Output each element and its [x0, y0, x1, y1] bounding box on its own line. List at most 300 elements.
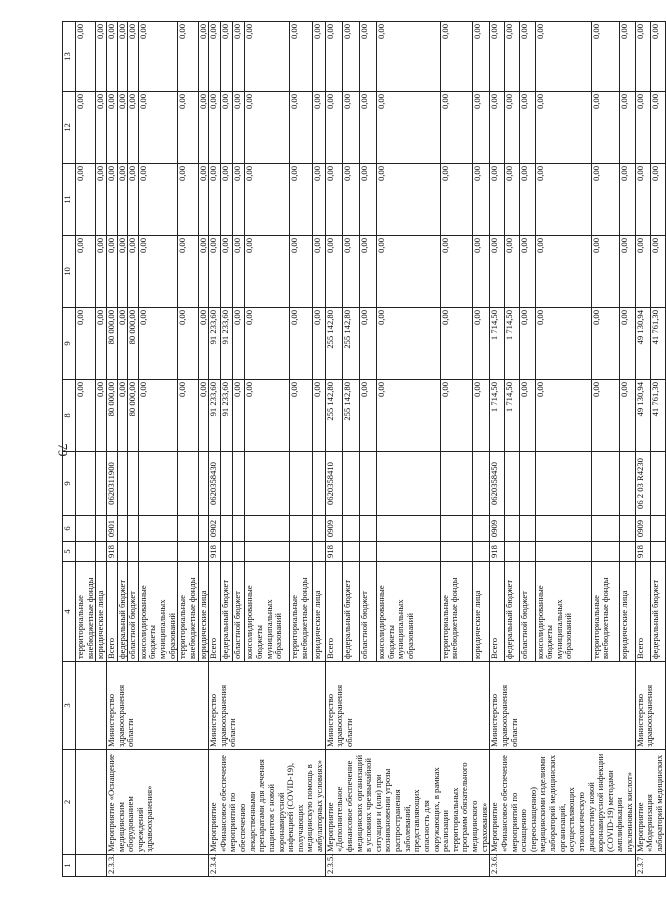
amount-cell: 0,00: [535, 22, 591, 92]
amount-cell: 0,00: [359, 92, 376, 164]
target-code: 0620358430: [209, 452, 221, 516]
section-code: [376, 516, 440, 542]
funding-source-label: консолидированные бюджеты муниципальных образований: [376, 562, 440, 662]
column-number-5: 5: [63, 542, 76, 562]
amount-cell: 0,00: [128, 236, 139, 308]
amount-cell: 0,00: [376, 308, 440, 380]
amount-cell: 0,00: [620, 92, 635, 164]
funding-source-label: территориальные внебюджетные фонды: [440, 562, 473, 662]
amount-cell: 0,00: [620, 22, 635, 92]
amount-cell: 255 142,80: [342, 308, 359, 380]
funding-source-label: федеральный бюджет: [117, 562, 128, 662]
amount-cell: 0,00: [178, 92, 198, 164]
measure-name: Мероприятие «Финансовое обеспечение мероприятий по обеспечению лекарственными препаратами для лечения пациентов с новой коронавирусной инфекцией (COVID-19), получающих медицинскую помощь в амбулаторных условиях»: [209, 750, 326, 855]
ministry-code: [290, 542, 313, 562]
funding-source-label: консолидированные бюджеты муниципальных образований: [535, 562, 591, 662]
funding-source-label: федеральный бюджет: [650, 562, 665, 662]
amount-cell: 0,00: [520, 380, 535, 452]
target-code: 0620311900: [106, 452, 117, 516]
amount-cell: 0,00: [591, 92, 620, 164]
amount-cell: 0,00: [290, 380, 313, 452]
item-number: 2.3.4.: [209, 855, 326, 877]
ministry-code: 918: [209, 542, 221, 562]
table-row: [209, 22, 221, 877]
column-number-11: 11: [63, 164, 76, 236]
amount-cell: 0,00: [635, 236, 650, 308]
funding-source-label: юридические лица: [620, 562, 635, 662]
amount-cell: 0,00: [138, 380, 178, 452]
amount-cell: 0,00: [117, 308, 128, 380]
amount-cell: 0,00: [591, 22, 620, 92]
amount-cell: 1 714,50: [490, 308, 505, 380]
responsible-body: Министерство здравоохранения области: [325, 662, 490, 750]
amount-cell: 0,00: [198, 92, 209, 164]
item-number: 2.3.3.: [106, 855, 208, 877]
amount-cell: 0,00: [325, 236, 342, 308]
amount-cell: 0,00: [245, 164, 290, 236]
column-number-6: 6: [63, 516, 76, 542]
amount-cell: 0,00: [178, 164, 198, 236]
amount-cell: 0,00: [106, 92, 117, 164]
amount-cell: 0,00: [591, 236, 620, 308]
target-code: [650, 452, 665, 516]
amount-cell: 255 142,80: [325, 308, 342, 380]
ministry-code: [198, 542, 209, 562]
amount-cell: 0,00: [376, 380, 440, 452]
table-row: [76, 22, 96, 877]
amount-cell: 0,00: [473, 380, 490, 452]
target-code: [535, 452, 591, 516]
amount-cell: 0,00: [76, 22, 96, 92]
amount-cell: 0,00: [290, 308, 313, 380]
ministry-code: [313, 542, 325, 562]
target-code: [505, 452, 520, 516]
amount-cell: 0,00: [359, 236, 376, 308]
section-code: [117, 516, 128, 542]
ministry-code: [96, 542, 107, 562]
amount-cell: 0,00: [650, 164, 665, 236]
measure-name: Мероприятие «Финансовое обеспечение мероприятий по оснащению (переоснащению) медицинскими изделиями лабораторий медицинских организаций, осуществляющих этиологическую диагностику новой коронавирусной инфекции (COVID-19) методами амплификации нуклеиновых кислот»: [490, 750, 635, 855]
amount-cell: 0,00: [325, 22, 342, 92]
amount-cell: 0,00: [635, 164, 650, 236]
amount-cell: 0,00: [650, 92, 665, 164]
amount-cell: 0,00: [96, 164, 107, 236]
ministry-code: 918: [490, 542, 505, 562]
column-number-12: 12: [63, 92, 76, 164]
column-number-2: 2: [63, 750, 76, 855]
ministry-code: 918: [635, 542, 650, 562]
measure-name: Мероприятие «Дополнительное финансовое обеспечение медицинских организаций в условиях чрезвычайной ситуации и (или) при возникновении угрозы распространения заболеваний, представляющих опасность для окружающих, в рамках реализации территориальных программ обязательного медицинского страхования»: [325, 750, 490, 855]
amount-cell: 0,00: [96, 22, 107, 92]
target-code: [342, 452, 359, 516]
amount-cell: 0,00: [76, 308, 96, 380]
target-code: [198, 452, 209, 516]
amount-cell: 0,00: [535, 164, 591, 236]
amount-cell: 0,00: [198, 164, 209, 236]
section-code: [245, 516, 290, 542]
financing-table: [62, 21, 666, 877]
ministry-code: [221, 542, 233, 562]
table-row: [106, 22, 117, 877]
amount-cell: 0,00: [376, 164, 440, 236]
amount-cell: 0,00: [221, 92, 233, 164]
funding-source-label: территориальные внебюджетные фонды: [76, 562, 96, 662]
funding-source-label: консолидированные бюджеты муниципальных образований: [245, 562, 290, 662]
amount-cell: 0,00: [233, 308, 245, 380]
amount-cell: 91 233,60: [221, 380, 233, 452]
target-code: 06 2 03 R4230: [635, 452, 650, 516]
funding-source-label: Всего: [209, 562, 221, 662]
funding-source-label: областной бюджет: [359, 562, 376, 662]
amount-cell: 0,00: [473, 308, 490, 380]
amount-cell: 0,00: [440, 22, 473, 92]
ministry-code: 918: [106, 542, 117, 562]
column-number-10: 10: [63, 236, 76, 308]
page-number: 79: [55, 443, 71, 457]
table-row: [325, 22, 342, 877]
funding-source-label: консолидированные бюджеты муниципальных образований: [138, 562, 178, 662]
ministry-code: [376, 542, 440, 562]
item-number: 2.3.5.: [325, 855, 490, 877]
amount-cell: 0,00: [635, 92, 650, 164]
amount-cell: 0,00: [505, 164, 520, 236]
amount-cell: 91 233,60: [221, 308, 233, 380]
amount-cell: 255 142,80: [342, 380, 359, 452]
amount-cell: 0,00: [209, 164, 221, 236]
column-number-8: 8: [63, 380, 76, 452]
target-code: [591, 452, 620, 516]
amount-cell: 0,00: [117, 92, 128, 164]
section-code: [359, 516, 376, 542]
amount-cell: 0,00: [96, 236, 107, 308]
amount-cell: 0,00: [233, 22, 245, 92]
amount-cell: 0,00: [490, 22, 505, 92]
target-code: [290, 452, 313, 516]
amount-cell: 0,00: [290, 164, 313, 236]
amount-cell: 0,00: [117, 22, 128, 92]
amount-cell: 0,00: [359, 380, 376, 452]
target-code: [313, 452, 325, 516]
funding-source-label: территориальные внебюджетные фонды: [178, 562, 198, 662]
amount-cell: 80 000,00: [128, 308, 139, 380]
amount-cell: 0,00: [76, 380, 96, 452]
amount-cell: 0,00: [178, 380, 198, 452]
amount-cell: 0,00: [290, 236, 313, 308]
amount-cell: 91 233,60: [209, 308, 221, 380]
amount-cell: 0,00: [473, 22, 490, 92]
ministry-code: [359, 542, 376, 562]
amount-cell: 0,00: [245, 22, 290, 92]
amount-cell: 0,00: [290, 22, 313, 92]
section-code: [290, 516, 313, 542]
amount-cell: 0,00: [106, 22, 117, 92]
amount-cell: 0,00: [96, 380, 107, 452]
ministry-code: 918: [325, 542, 342, 562]
item-number: 2.3.6.: [490, 855, 635, 877]
amount-cell: 0,00: [620, 308, 635, 380]
amount-cell: 0,00: [178, 22, 198, 92]
amount-cell: 0,00: [359, 164, 376, 236]
funding-source-label: Всего: [325, 562, 342, 662]
ministry-code: [440, 542, 473, 562]
amount-cell: 0,00: [233, 92, 245, 164]
amount-cell: 0,00: [620, 236, 635, 308]
target-code: [440, 452, 473, 516]
amount-cell: 0,00: [198, 308, 209, 380]
amount-cell: 1 714,50: [505, 380, 520, 452]
target-code: [96, 452, 107, 516]
column-number-13: 13: [63, 22, 76, 92]
target-code: [520, 452, 535, 516]
amount-cell: 0,00: [106, 164, 117, 236]
responsible-body: [76, 662, 107, 750]
amount-cell: 0,00: [117, 236, 128, 308]
amount-cell: 0,00: [96, 92, 107, 164]
measure-name: [76, 750, 107, 855]
funding-source-label: федеральный бюджет: [342, 562, 359, 662]
section-code: [138, 516, 178, 542]
section-code: [650, 516, 665, 542]
amount-cell: 0,00: [620, 380, 635, 452]
amount-cell: 0,00: [178, 308, 198, 380]
amount-cell: 0,00: [342, 236, 359, 308]
section-code: [505, 516, 520, 542]
section-code: [473, 516, 490, 542]
responsible-body: Министерство здравоохранения области: [106, 662, 208, 750]
amount-cell: 0,00: [473, 164, 490, 236]
amount-cell: 0,00: [128, 164, 139, 236]
amount-cell: 0,00: [591, 308, 620, 380]
funding-source-label: областной бюджет: [128, 562, 139, 662]
ministry-code: [520, 542, 535, 562]
section-code: [535, 516, 591, 542]
funding-source-label: юридические лица: [473, 562, 490, 662]
amount-cell: 0,00: [313, 236, 325, 308]
funding-source-label: территориальные внебюджетные фонды: [591, 562, 620, 662]
target-code: [233, 452, 245, 516]
section-code: [313, 516, 325, 542]
amount-cell: 0,00: [117, 164, 128, 236]
table-row: [490, 22, 505, 877]
section-code: [342, 516, 359, 542]
column-number-1: 1: [63, 855, 76, 877]
target-code: 0620358410: [325, 452, 342, 516]
column-number-row: [63, 22, 76, 877]
target-code: [620, 452, 635, 516]
amount-cell: 0,00: [76, 236, 96, 308]
amount-cell: 0,00: [342, 164, 359, 236]
section-code: [221, 516, 233, 542]
ministry-code: [505, 542, 520, 562]
amount-cell: 0,00: [313, 164, 325, 236]
amount-cell: 0,00: [138, 22, 178, 92]
amount-cell: 0,00: [505, 22, 520, 92]
amount-cell: 0,00: [535, 380, 591, 452]
amount-cell: 0,00: [128, 92, 139, 164]
target-code: [359, 452, 376, 516]
target-code: [245, 452, 290, 516]
amount-cell: 91 233,60: [209, 380, 221, 452]
amount-cell: 0,00: [376, 22, 440, 92]
amount-cell: 0,00: [221, 236, 233, 308]
target-code: [76, 452, 96, 516]
target-code: [221, 452, 233, 516]
amount-cell: 0,00: [342, 92, 359, 164]
amount-cell: 0,00: [198, 22, 209, 92]
amount-cell: 0,00: [473, 92, 490, 164]
amount-cell: 0,00: [490, 236, 505, 308]
item-number: [76, 855, 107, 877]
amount-cell: 0,00: [290, 92, 313, 164]
amount-cell: 0,00: [76, 164, 96, 236]
amount-cell: 0,00: [313, 22, 325, 92]
amount-cell: 0,00: [505, 236, 520, 308]
amount-cell: 0,00: [138, 308, 178, 380]
target-code: [178, 452, 198, 516]
amount-cell: 0,00: [178, 236, 198, 308]
amount-cell: 41 761,30: [650, 380, 665, 452]
amount-cell: 0,00: [359, 308, 376, 380]
amount-cell: 80 000,00: [128, 380, 139, 452]
section-code: [96, 516, 107, 542]
amount-cell: 0,00: [440, 308, 473, 380]
amount-cell: 0,00: [376, 92, 440, 164]
section-code: [591, 516, 620, 542]
amount-cell: 0,00: [313, 92, 325, 164]
table-row: [635, 22, 650, 877]
responsible-body: Министерство здравоохранения области: [490, 662, 635, 750]
amount-cell: 0,00: [233, 236, 245, 308]
amount-cell: 0,00: [245, 92, 290, 164]
amount-cell: 0,00: [245, 308, 290, 380]
amount-cell: 0,00: [591, 164, 620, 236]
section-code: [128, 516, 139, 542]
amount-cell: 80 000,00: [106, 380, 117, 452]
ministry-code: [342, 542, 359, 562]
amount-cell: 80 000,00: [106, 308, 117, 380]
column-number-3: 3: [63, 662, 76, 750]
amount-cell: 0,00: [520, 308, 535, 380]
ministry-code: [117, 542, 128, 562]
section-code: [520, 516, 535, 542]
section-code: [178, 516, 198, 542]
section-code: 0902: [209, 516, 221, 542]
amount-cell: 0,00: [650, 22, 665, 92]
funding-source-label: областной бюджет: [233, 562, 245, 662]
ministry-code: [138, 542, 178, 562]
funding-source-label: областной бюджет: [520, 562, 535, 662]
amount-cell: 0,00: [233, 380, 245, 452]
funding-source-label: Всего: [490, 562, 505, 662]
amount-cell: 0,00: [520, 164, 535, 236]
funding-source-label: юридические лица: [96, 562, 107, 662]
amount-cell: 0,00: [313, 380, 325, 452]
target-code: [473, 452, 490, 516]
section-code: 0909: [490, 516, 505, 542]
amount-cell: 0,00: [138, 92, 178, 164]
target-code: [128, 452, 139, 516]
ministry-code: [128, 542, 139, 562]
ministry-code: [76, 542, 96, 562]
ministry-code: [233, 542, 245, 562]
amount-cell: 0,00: [620, 164, 635, 236]
amount-cell: 0,00: [440, 380, 473, 452]
amount-cell: 0,00: [198, 236, 209, 308]
amount-cell: 0,00: [376, 236, 440, 308]
amount-cell: 0,00: [233, 164, 245, 236]
amount-cell: 0,00: [76, 92, 96, 164]
ministry-code: [473, 542, 490, 562]
amount-cell: 1 714,50: [490, 380, 505, 452]
amount-cell: 0,00: [359, 22, 376, 92]
funding-source-label: юридические лица: [198, 562, 209, 662]
amount-cell: 0,00: [490, 92, 505, 164]
amount-cell: 0,00: [440, 236, 473, 308]
column-number-9: 9: [63, 308, 76, 380]
section-code: [233, 516, 245, 542]
funding-source-label: федеральный бюджет: [221, 562, 233, 662]
amount-cell: 0,00: [591, 380, 620, 452]
amount-cell: 0,00: [138, 236, 178, 308]
amount-cell: 0,00: [635, 22, 650, 92]
amount-cell: 0,00: [535, 236, 591, 308]
section-code: [620, 516, 635, 542]
amount-cell: 0,00: [325, 92, 342, 164]
amount-cell: 0,00: [313, 308, 325, 380]
amount-cell: 0,00: [325, 164, 342, 236]
target-code: [376, 452, 440, 516]
section-code: [198, 516, 209, 542]
amount-cell: 0,00: [490, 164, 505, 236]
amount-cell: 0,00: [473, 236, 490, 308]
target-code: [138, 452, 178, 516]
ministry-code: [591, 542, 620, 562]
amount-cell: 0,00: [505, 92, 520, 164]
column-number-7: 9: [63, 452, 76, 516]
amount-cell: 0,00: [520, 22, 535, 92]
amount-cell: 41 761,30: [650, 308, 665, 380]
amount-cell: 0,00: [198, 380, 209, 452]
ministry-code: [650, 542, 665, 562]
section-code: 0909: [325, 516, 342, 542]
amount-cell: 0,00: [342, 22, 359, 92]
amount-cell: 0,00: [245, 236, 290, 308]
amount-cell: 0,00: [440, 92, 473, 164]
amount-cell: 0,00: [209, 236, 221, 308]
responsible-body: Министерство здравоохранения области: [209, 662, 326, 750]
ministry-code: [178, 542, 198, 562]
ministry-code: [535, 542, 591, 562]
funding-source-label: Всего: [106, 562, 117, 662]
amount-cell: 0,00: [245, 380, 290, 452]
amount-cell: 0,00: [128, 22, 139, 92]
amount-cell: 0,00: [221, 164, 233, 236]
amount-cell: 0,00: [520, 236, 535, 308]
amount-cell: 0,00: [138, 164, 178, 236]
amount-cell: 255 142,80: [325, 380, 342, 452]
amount-cell: 1 714,50: [505, 308, 520, 380]
responsible-body: Министерство здравоохранения: [635, 662, 665, 750]
amount-cell: 49 130,94: [635, 380, 650, 452]
amount-cell: 0,00: [440, 164, 473, 236]
amount-cell: 0,00: [96, 308, 107, 380]
section-code: 0901: [106, 516, 117, 542]
target-code: [117, 452, 128, 516]
measure-name: Мероприятие «Оснащение медицинским оборудованием учреждений здравоохранения»: [106, 750, 208, 855]
amount-cell: 0,00: [117, 380, 128, 452]
column-number-4: 4: [63, 562, 76, 662]
amount-cell: 0,00: [535, 308, 591, 380]
